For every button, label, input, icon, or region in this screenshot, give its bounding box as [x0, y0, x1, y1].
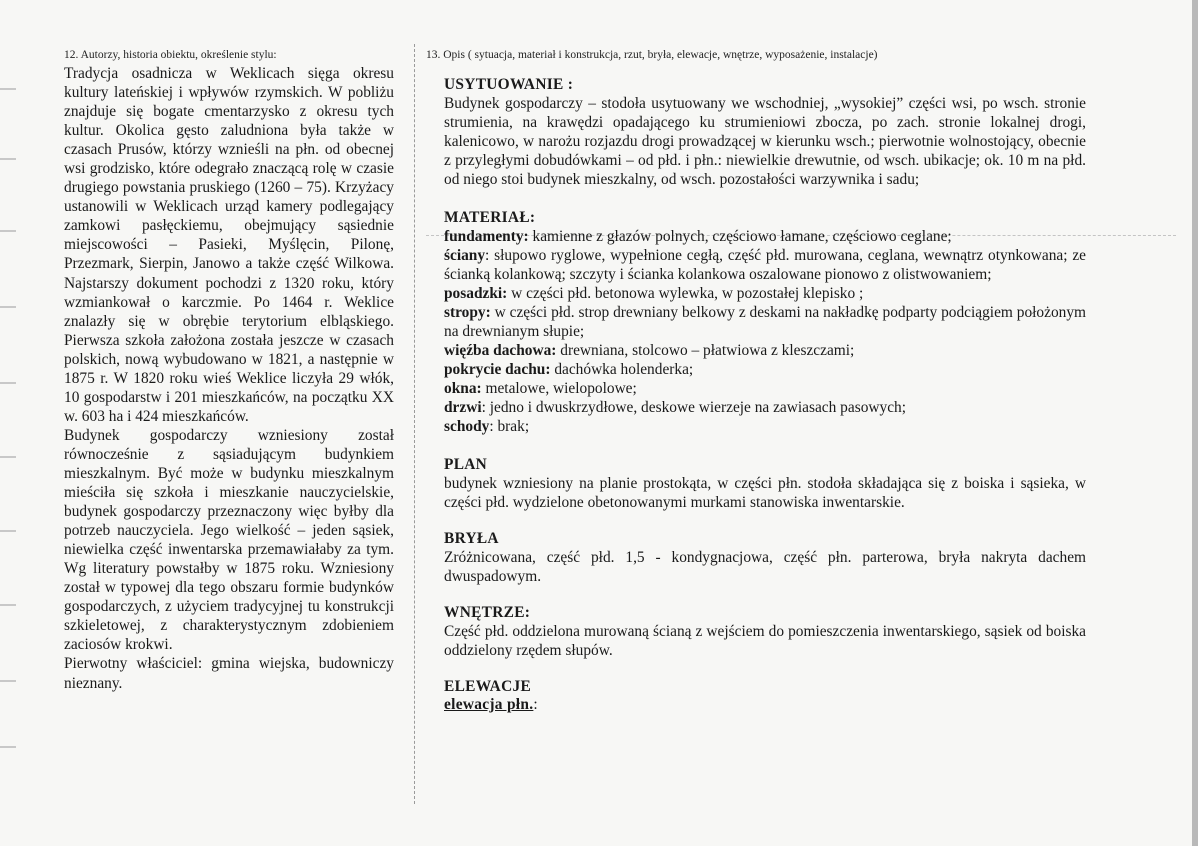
material-label: schody: [444, 418, 490, 435]
section-text: budynek wzniesiony na planie prostokąta, w części płn. stodoła składająca się z boiska i sąsieka, w części płd. wydzielone obetonowanymi murkami stanowiska inwentarskie.: [444, 475, 1086, 511]
material-item: [444, 227, 1086, 246]
section-material: [444, 209, 1086, 436]
section-title: WNĘTRZE:: [444, 604, 531, 621]
section-title: BRYŁA: [444, 530, 499, 547]
history-text: [64, 64, 394, 693]
scan-edge-mark: [0, 382, 16, 384]
description-column: [426, 48, 1086, 714]
section-title: ELEWACJE: [444, 678, 532, 695]
scan-edge-mark: [0, 88, 16, 90]
history-column: [64, 48, 394, 693]
material-item: [444, 284, 1086, 303]
section-elewacje: [444, 678, 1086, 714]
material-label: drzwi: [444, 399, 482, 416]
history-paragraph: Budynek gospodarczy wzniesiony został równocześnie z sąsiadującym budynkiem mieszkalnym. Być może w budynku mieszkalnym mieściła się szkoła i mieszkanie nauczycielskie, budynek gospodarczy przeznaczony więc byłby dla potrzeb nauczyciela. Jego wielkość – jeden sąsiek, niewielka część inwentarska przemawiałaby za tym. Wg literatury powstałby w 1875 roku. Wzniesiony został w typowej dla tego obszaru formie budynków gospodarczych, z użyciem tradycyjnej tu konstrukcji szkieletowej, z charakterystycznym zdobieniem zaciosów krokwi.: [64, 426, 394, 654]
material-item: [444, 360, 1086, 379]
material-item: [444, 379, 1086, 398]
scan-edge-mark: [0, 306, 16, 308]
section-text: Budynek gospodarczy – stodoła usytuowany we wschodniej, „wysokiej” części wsi, po wsch. stronie strumienia, na krawędzi opadającego ku strumieniowi zbocza, po zach. stronie lokalnej drogi, kalenicowo, w narożu rozjazdu drogi prowadzącej w kierunku wsch.; pierwotnie wolnostojący, obecnie z przyległymi dobudówkami – od płd. i płn.: niewielkie drewutnie, od wsch. ubikacje; ok. 10 m na płd. od niego stoi budynek mieszkalny, od wsch. pozostałości warzywnika i sadu;: [444, 95, 1086, 188]
section-usytuowanie: [444, 76, 1086, 189]
scan-edge-mark: [0, 604, 16, 606]
section-title: USYTUOWANIE :: [444, 76, 574, 93]
material-value: metalowe, wielopolowe;: [481, 380, 637, 397]
material-item: [444, 246, 1086, 284]
material-label: więźba dachowa:: [444, 342, 557, 359]
scan-edge-mark: [0, 230, 16, 232]
material-label: okna:: [444, 380, 482, 397]
material-value: w części płd. betonowa wylewka, w pozostałej klepisko ;: [507, 285, 864, 302]
history-heading: 12. Autorzy, historia obiektu, określenie stylu:: [64, 49, 277, 61]
material-value: : słupowo ryglowe, wypełnione cegłą, część płd. murowana, ceglana, wewnątrz otynkowana; ze ścianką kolankową; szczyty i ścianka kolankowa oszalowane pionowo z olistwowaniem;: [444, 247, 1086, 283]
material-value: dachówka holenderka;: [550, 361, 694, 378]
material-item: [444, 417, 1086, 436]
scan-edge-mark: [0, 530, 16, 532]
column-divider: [414, 44, 416, 804]
material-value: : jedno i dwuskrzydłowe, deskowe wierzeje na zawiasach pasowych;: [481, 399, 907, 416]
history-paragraph: Pierwotny właściciel: gmina wiejska, budowniczy nieznany.: [64, 655, 394, 692]
material-label: posadzki:: [444, 285, 508, 302]
material-item: [444, 341, 1086, 360]
material-value: : brak;: [489, 418, 530, 435]
material-value: kamienne z głazów polnych, częściowo łamane, częściowo ceglane;: [528, 228, 952, 245]
material-label: fundamenty:: [444, 228, 529, 245]
material-list: [444, 227, 1086, 436]
scan-edge-mark: [0, 746, 16, 748]
material-label: stropy:: [444, 304, 491, 321]
material-item: [444, 303, 1086, 341]
section-text: Zróżnicowana, część płd. 1,5 - kondygnacjowa, część płn. parterowa, bryła nakryta dachem dwuspadowym.: [444, 549, 1086, 585]
scan-edge-mark: [0, 680, 16, 682]
scan-edge-mark: [0, 158, 16, 160]
material-value: w części płd. strop drewniany belkowy z deskami na nakładkę podparty podciągiem położonym na drewnianym słupie;: [444, 304, 1086, 340]
elevation-subheading: [444, 696, 1086, 714]
elevation-label: elewacja płn.: [444, 696, 534, 713]
elevation-suffix: :: [533, 696, 538, 713]
description-heading: 13. Opis ( sytuacja, materiał i konstrukcja, rzut, bryła, elewacje, wnętrze, wyposażenie, instalacje): [426, 49, 878, 61]
section-title: MATERIAŁ:: [444, 209, 536, 226]
history-paragraph: Tradycja osadnicza w Weklicach sięga okresu kultury lateńskiej i wpływów rzymskich. W pobliżu znajduje się bogate cmentarzysko z okresu tych kultur. Okolica gęsto zaludniona była także w czasach Prusów, którzy wznieśli na płn. od obecnej wsi grodzisko, które odegrało znaczącą rolę w czasie drugiego powstania pruskiego (1260 – 75). Krzyżacy ustanowili w Weklicach urząd kamery podlegający zamkowi pasłęckiemu, obejmujący sąsiednie miejscowości – Pasieki, Myślęcin, Pilonę, Przezmark, Sierpin, Janowo a także część Wilkowa. Najstarszy dokument pochodzi z 1320 roku, który wzmiankował o karczmie. Po 1464 r. Weklice znalazły się w obrębie terytorium elbląskiego. Pierwsza szkoła założona została jeszcze w czasach polskich, nową wybudowano w 1821, a następnie w 1875 r. W 1820 roku wieś Weklice liczyła 29 włók, 10 gospodarstw i 201 mieszkańców, na początku XX w. 603 ha i 424 mieszkańców.: [64, 65, 394, 425]
section-bryla: [444, 530, 1086, 586]
section-wnetrze: [444, 604, 1086, 660]
section-text: Część płd. oddzielona murowaną ścianą z wejściem do pomieszczenia inwentarskiego, sąsiek od boiska oddzielony rzędem słupów.: [444, 623, 1086, 659]
section-plan: [444, 456, 1086, 512]
material-value: drewniana, stolcowo – płatwiowa z kleszczami;: [556, 342, 855, 359]
material-label: ściany: [444, 247, 486, 264]
material-label: pokrycie dachu:: [444, 361, 551, 378]
section-title: PLAN: [444, 456, 488, 473]
scan-edge-mark: [0, 456, 16, 458]
material-item: [444, 398, 1086, 417]
